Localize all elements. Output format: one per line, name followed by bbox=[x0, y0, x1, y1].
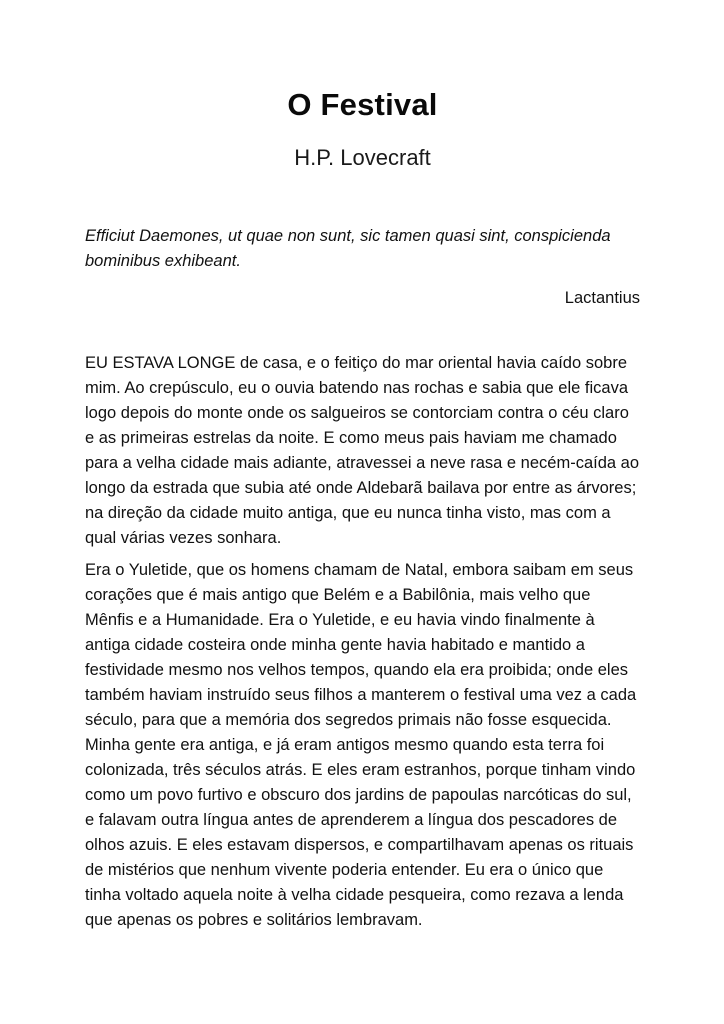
author-name: H.P. Lovecraft bbox=[294, 145, 431, 171]
body-paragraph-2: Era o Yuletide, que os homens chamam de Natal, embora saibam em seus corações que é mais antigo que Belém e a Babilônia, mais velho que Mênfis e a Humanidade. Era o Yuletide, e eu havia vindo finalmente à antiga cidade costeira onde minha gente havia habitado e mantido a festividade mesmo nos velhos tempos, quando ela era proibida; onde eles também haviam instruído seus filhos a manterem o festival uma vez a cada século, para que a memória dos segredos primais não fosse esquecida. Minha gente era antiga, e já eram antigos mesmo quando esta terra foi colonizada, três séculos atrás. E eles eram estranhos, porque tinham vindo como um povo furtivo e obscuro dos jardins de papoulas narcóticas do sul, e falavam outra língua antes de aprenderem a língua dos pescadores de olhos azuis. E eles estavam dispersos, e compartilhavam apenas os rituais de mistérios que nenhum vivente poderia entender. Eu era o único que tinha voltado aquela noite à velha cidade pesqueira, como rezava a lenda que apenas os pobres e solitários lembravam. bbox=[85, 560, 637, 929]
epigraph-attribution: Lactantius bbox=[564, 288, 640, 307]
page-title: O Festival bbox=[287, 87, 438, 122]
epigraph-text: Efficiut Daemones, ut quae non sunt, sic tamen quasi sint, conspicienda bominibus exhibeant. bbox=[85, 226, 611, 270]
body-paragraph-1: EU ESTAVA LONGE de casa, e o feitiço do mar oriental havia caído sobre mim. Ao crepúsculo, eu o ouvia batendo nas rochas e sabia que ele ficava logo depois do monte onde os salgueiros se contorciam contra o céu claro e as primeiras estrelas da noite. E como meus pais haviam me chamado para a velha cidade mais adiante, atravessei a neve rasa e necém-caída ao longo da estrada que subia até onde Aldebarã bailava por entre as árvores; na direção da cidade muito antiga, que eu nunca tinha visto, mas com a qual várias vezes sonhara. bbox=[85, 353, 639, 547]
